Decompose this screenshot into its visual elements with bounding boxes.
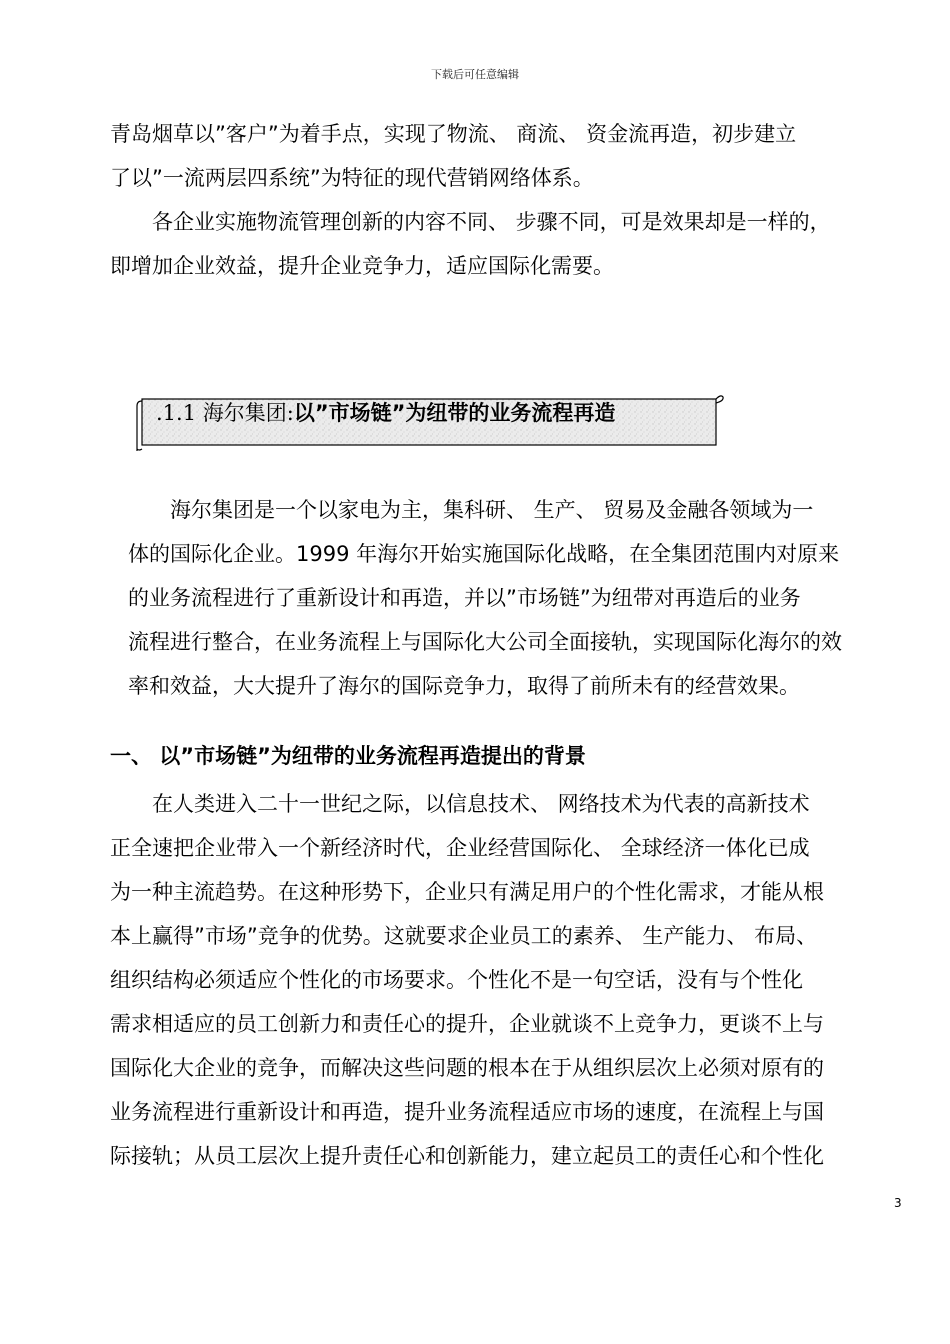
- text-line: 国际化大企业的竞争，而解决这些问题的根本在于从组织层次上必须对原有的: [110, 1056, 824, 1080]
- text-line: 业务流程进行重新设计和再造，提升业务流程适应市场的速度，在流程上与国: [110, 1100, 824, 1124]
- text-line: 青岛烟草以”客户”为着手点，实现了物流、 商流、 资金流再造，初步建立: [110, 122, 797, 146]
- banner-number: .1.1 海尔集团:: [156, 401, 294, 425]
- text-line: 即增加企业效益，提升企业竞争力，适应国际化需要。: [110, 254, 614, 278]
- banner-title: [156, 397, 615, 427]
- text-line: 海尔集团是一个以家电为主，集科研、 生产、 贸易及金融各领域为一: [128, 498, 814, 522]
- text-line: 际接轨；从员工层次上提升责任心和创新能力，建立起员工的责任心和个性化: [110, 1144, 824, 1168]
- page-number: 3: [894, 1196, 902, 1210]
- text-line: 在人类进入二十一世纪之际，以信息技术、 网络技术为代表的高新技术: [110, 792, 810, 816]
- text-line: 正全速把企业带入一个新经济时代，企业经营国际化、 全球经济一体化已成: [110, 836, 810, 860]
- section-banner: [136, 393, 724, 451]
- paragraph-background: [110, 782, 824, 1178]
- text-line: 率和效益，大大提升了海尔的国际竞争力，取得了前所未有的经营效果。: [128, 674, 800, 698]
- page-header: 下载后可任意编辑: [431, 68, 519, 81]
- text-line: 为一种主流趋势。在这种形势下，企业只有满足用户的个性化需求，才能从根: [110, 880, 824, 904]
- text-line: 流程进行整合，在业务流程上与国际化大公司全面接轨，实现国际化海尔的效: [128, 630, 842, 654]
- text-line: 组织结构必须适应个性化的市场要求。个性化不是一句空话，没有与个性化: [110, 968, 803, 992]
- text-line: 需求相适应的员工创新力和责任心的提升，企业就谈不上竞争力，更谈不上与: [110, 1012, 824, 1036]
- text-line: 本上赢得”市场”竞争的优势。这就要求企业员工的素养、 生产能力、 布局、: [110, 924, 818, 948]
- paragraph-intro: [110, 112, 831, 288]
- banner-heading: 以”市场链”为纽带的业务流程再造: [293, 401, 616, 425]
- text-line: 了以”一流两层四系统”为特征的现代营销网络体系。: [110, 166, 594, 190]
- text-line: 各企业实施物流管理创新的内容不同、 步骤不同，可是效果却是一样的，: [110, 210, 831, 234]
- paragraph-haier: [128, 488, 842, 708]
- section-heading: 一、 以”市场链”为纽带的业务流程再造提出的背景: [110, 744, 586, 768]
- text-line: 的业务流程进行了重新设计和再造，并以”市场链”为纽带对再造后的业务: [128, 586, 801, 610]
- text-line: 体的国际化企业。1999 年海尔开始实施国际化战略，在全集团范围内对原来: [128, 542, 840, 566]
